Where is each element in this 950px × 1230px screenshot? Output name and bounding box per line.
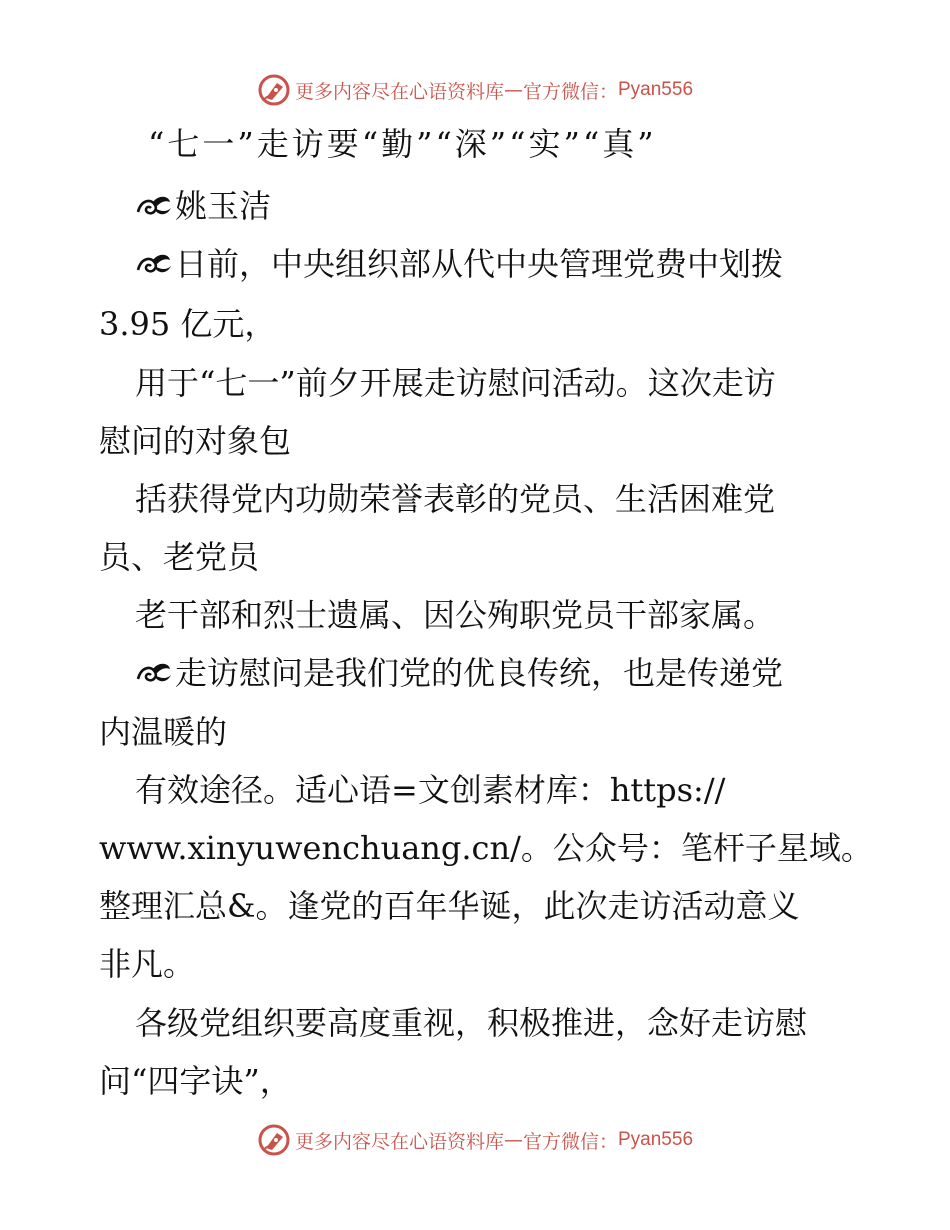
- body-line: 老干部和烈士遗属、因公殉职党员干部家属。: [135, 596, 776, 634]
- watermark-brand: 更多内容尽在心语资料库: [294, 80, 504, 103]
- body-text: 日前，中央组织部从代中央管理党费中划拨: [175, 245, 784, 283]
- body-line: 整理汇总&。逢党的百年华诞，此次走访活动意义: [99, 887, 800, 925]
- body-line: 有效途径。适心语=文创素材库：https://: [135, 771, 726, 809]
- watermark-handle: Pyan556: [618, 1129, 694, 1150]
- fleuron-icon: [135, 659, 173, 687]
- body-text: 走访慰问是我们党的优良传统，也是传递党: [175, 654, 784, 692]
- header-watermark: [0, 70, 950, 110]
- body-line: 非凡。: [99, 945, 196, 983]
- body-line: [135, 651, 783, 695]
- body-line: 3.95 亿元，: [99, 305, 277, 343]
- article-title: “七一”走访要“勤”“深”“实”“真”: [148, 125, 657, 163]
- body-line: 员、老党员: [99, 538, 260, 576]
- fleuron-icon: [135, 250, 173, 278]
- body-line: 问“四字诀”，: [99, 1062, 292, 1100]
- watermark-brand: 更多内容尽在心语资料库: [294, 1130, 504, 1153]
- watermark-handle: Pyan556: [618, 79, 694, 100]
- body-line: 括获得党内功勋荣誉表彰的党员、生活困难党: [135, 480, 776, 518]
- author-name: 姚玉洁: [175, 187, 272, 225]
- body-line: 慰问的对象包: [99, 422, 292, 460]
- body-line: [135, 242, 783, 286]
- pen-nib-logo-icon: [257, 73, 291, 107]
- watermark-separator: —: [503, 1129, 523, 1151]
- footer-watermark: [0, 1120, 950, 1160]
- watermark-wechat-label: 官方微信：: [522, 80, 618, 103]
- watermark-separator: —: [503, 79, 523, 101]
- body-line: 用于“七一”前夕开展走访慰问活动。这次走访: [135, 364, 776, 402]
- body-line: 各级党组织要高度重视，积极推进，念好走访慰: [135, 1004, 808, 1042]
- body-line: 内温暖的: [99, 713, 228, 751]
- author-line: [135, 184, 271, 228]
- body-line: www.xinyuwenchuang.cn/。公众号：笔杆子星域。: [99, 829, 873, 867]
- watermark-wechat-label: 官方微信：: [522, 1130, 618, 1153]
- fleuron-icon: [135, 192, 173, 220]
- pen-nib-logo-icon: [257, 1123, 291, 1157]
